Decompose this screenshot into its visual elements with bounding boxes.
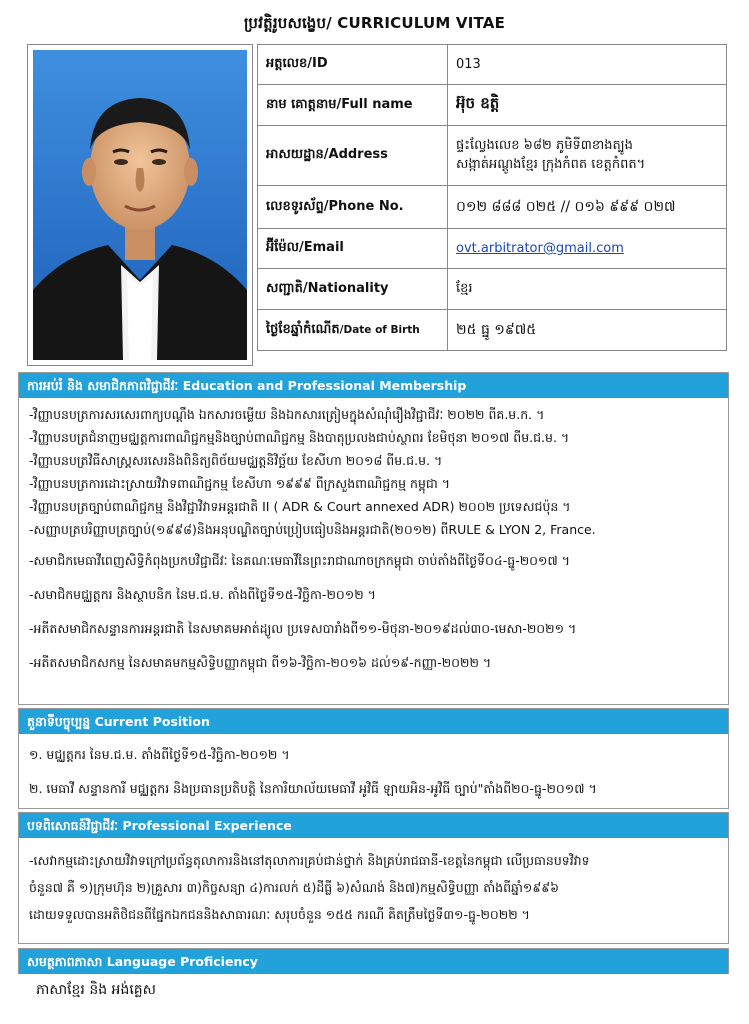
- email-cell: [448, 229, 727, 269]
- experience-line: ដោយទទួលបានអតិថិជនពីផ្នែកឯកជននិងសាធារណៈ សរុបចំនួន ១៥៥ ករណី គិតត្រឹមថ្ងៃទី៣១-ធ្នូ-២០២២ ។: [29, 907, 530, 922]
- phone-value: ០១២ ៨៨៨ ០២៥ // ០១៦ ៩៩៩ ០២៧: [448, 186, 727, 229]
- dob-label-kh: ថ្ងៃខែឆ្នាំកំណើត: [266, 321, 340, 337]
- experience-line: -សេវាកម្មដោះស្រាយវិវាទក្រៅប្រព័ន្ធតុលាការនិងនៅតុលាការគ្រប់ជាន់ថ្នាក់ និងគ្រប់រាជធានី-ខេត្តនៃកម្ពុជា លើប្រធានបទវិវាទ: [29, 853, 590, 868]
- dob-value: ២៥ ធ្នូ ១៩៧៥: [448, 310, 727, 351]
- current-position-item: ២. មេធាវី សន្ទានការី មជ្ឈត្តករ និងប្រធានប្រតិបត្តិ នៃការិយាល័យមេធាវី អូវិធី ឡាយអិន-អូវិធី ច្បាប់"តាំងពី២០-ធ្នូ-២០១៧ ។: [29, 781, 597, 796]
- dob-label: [258, 310, 448, 351]
- id-label: អត្តលេខ/ID: [258, 45, 448, 85]
- info-table: [257, 44, 727, 351]
- dob-label-en: /Date of Birth: [339, 323, 420, 336]
- info-row-address: [258, 126, 727, 186]
- page-title: ប្រវត្តិរូបសង្ខេប/ CURRICULUM VITAE: [243, 14, 506, 32]
- email-link[interactable]: ovt.arbitrator@gmail.com: [456, 241, 624, 256]
- education-item: -អតីតសមាជិកសកម្ម នៃសមាគមកម្មសិទ្ធិបញ្ញាកម្ពុជា ពី១៦-វិច្ឆិកា-២០១៦ ដល់១៩-កញ្ញា-២០២២ ។: [29, 655, 492, 670]
- experience-line: ចំនួន៧ គឺ ១)ក្រុមហ៊ុន ២)គ្រួសារ ៣)កិច្ចសន្យា ៤)ការលក់ ៥)ដីធ្លី ៦)សំណង់ និង៧)កម្មសិទ្ធិបញ្ញា តាំងពីឆ្នាំ១៩៩៦: [29, 880, 559, 895]
- address-line-1: ផ្ទះល្វែងលេខ ៦៨២ ភូមិទី៣ខាងត្បូង: [456, 137, 633, 153]
- current-position-item: ១. មជ្ឈត្តករ នៃម.ជ.ម. តាំងពីថ្ងៃទី១៥-វិច្ឆិកា-២០១២ ។: [29, 747, 290, 762]
- education-item: -វិញ្ញាបនបត្រការសរសេរពាក្យបណ្តឹង ឯកសារចម្លើយ និងឯកសារត្រៀមក្នុងសំណុំរឿងវិជ្ជាជីវៈ ២០២២ ពីគ.ម.ក. ។: [29, 407, 545, 422]
- education-item: -វិញ្ញាបនបត្រច្បាប់ពាណិជ្ជកម្ម និងវិជ្ជាវិវាទអន្តរជាតិ II ( ADR & Court annexed ADR) ២០០២ ប្រទេសជប៉ុន ។: [29, 499, 571, 514]
- address-value: [448, 126, 727, 186]
- education-item: -សមាជិកមេធាវីពេញសិទ្ធិកំពុងប្រកបវិជ្ជាជីវៈ នៃគណៈមេធាវីនៃព្រះរាជាណាចក្រកម្ពុជា ចាប់តាំងពីថ្ងៃទី០៤-ធ្នូ-២០១៧ ។: [29, 553, 570, 568]
- experience-section: [18, 812, 729, 944]
- education-item: -វិញ្ញាបនបត្រវិធីសាស្ត្រសរសេរនិងពិនិត្យពិច័យមជ្ឈត្តនិវិច្ឆ័យ ខែសីហា ២០១៨ ពីម.ជ.ម. ។: [29, 453, 443, 468]
- address-label: អាសយដ្ឋាន/Address: [258, 126, 448, 186]
- current-position-header: តួនាទីបច្ចុប្បន្ន Current Position: [19, 709, 728, 734]
- education-item: -វិញ្ញាបនបត្រជំនាញមជ្ឈត្តការពាណិជ្ជកម្មនិងច្បាប់ពាណិជ្ជកម្ម និងបាតុប្រលងជាប់ស្ថាពរ ខែមិថុនា ២០១៧ ពីម.ជ.ម. ។: [29, 430, 570, 445]
- portrait-image: [33, 50, 247, 360]
- education-item: -អតីតសមាជិកសន្ទានការអន្តរជាតិ នៃសមាគមអាត់ដ្យូល ប្រទេសបារាំងពី១១-មិថុនា-២០១៩ដល់៣០-មេសា-២០២១ ។: [29, 621, 577, 636]
- info-row-email: [258, 229, 727, 269]
- info-row-id: [258, 45, 727, 85]
- experience-header: បទពិសោធន៍វិជ្ជាជីវៈ Professional Experience: [19, 813, 728, 838]
- info-row-nationality: [258, 269, 727, 310]
- info-row-dob: [258, 310, 727, 351]
- portrait-photo: [33, 50, 247, 360]
- nationality-label: សញ្ជាតិ/Nationality: [258, 269, 448, 310]
- current-position-section: [18, 708, 729, 809]
- info-row-name: [258, 85, 727, 126]
- photo-frame: [27, 44, 253, 366]
- education-section: [18, 372, 729, 705]
- id-value: 013: [448, 45, 727, 85]
- education-item: -សមាជិកមជ្ឈត្តករ និងស្ថាបនិក នៃម.ជ.ម. តាំងពីថ្ងៃទី១៥-វិច្ឆិកា-២០១២ ។: [29, 587, 376, 602]
- email-label: អ៊ីម៉ែល/Email: [258, 229, 448, 269]
- name-value: អ៊ុច ឧត្តិ: [448, 85, 727, 126]
- nationality-value: ខ្មែរ: [448, 269, 727, 310]
- language-header: សមត្ថភាពភាសា Language Proficiency: [19, 949, 728, 974]
- education-item: -វិញ្ញាបនបត្រការដោះស្រាយវិវាទពាណិជ្ជកម្ម ខែសីហា ១៩៩៩ ពីក្រសួងពាណិជ្ជកម្ម កម្ពុជា ។: [29, 476, 451, 491]
- language-value: ភាសាខ្មែរ និង អង់គ្លេស: [36, 982, 156, 998]
- address-line-2: សង្កាត់អណ្តូងខ្មែរ ក្រុងកំពត ខេត្តកំពត។: [456, 156, 646, 172]
- info-row-phone: [258, 186, 727, 229]
- name-label: នាម គោត្តនាម/Full name: [258, 85, 448, 126]
- language-section: [18, 948, 729, 974]
- education-item: -សញ្ញាបត្របរិញ្ញាបត្រច្បាប់(១៩៩៨)និងអនុបណ្ឌិតច្បាប់ប្រៀបធៀបនិងអន្តរជាតិ(២០១២) ពីRULE & LYON 2, France.: [29, 522, 596, 537]
- phone-label: លេខទូរស័ព្ទ/Phone No.: [258, 186, 448, 229]
- education-header: ការអប់រំ និង សមាជិកភាពវិជ្ជាជីវៈ Education and Professional Membership: [19, 373, 728, 398]
